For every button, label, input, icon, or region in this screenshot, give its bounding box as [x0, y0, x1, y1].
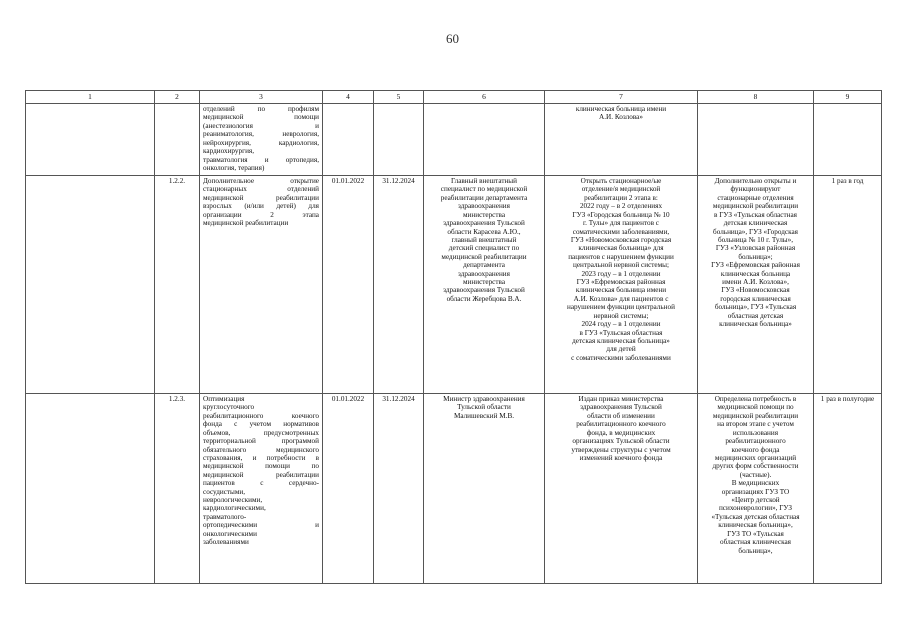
cell-text-line: Издан приказ министерства [578, 395, 664, 403]
achieved-result-cell [698, 104, 814, 176]
cell-text-line: детский специалист по [448, 244, 520, 253]
item-number-cell [155, 104, 200, 176]
cell-text-line: ГУЗ «Узловская районная [715, 244, 796, 253]
cell-text-line: клиническая больница» [719, 320, 792, 329]
cell-text-line: реаниматология, неврология, [203, 130, 319, 139]
cell-text-line: «Центр детской [731, 496, 780, 505]
header-cell: 4 [323, 91, 374, 104]
cell-text-line: Оптимизация [203, 395, 245, 403]
cell-text-line: области Карасева А.Ю., [447, 227, 521, 236]
cell-text-line: пациентов с нарушением функции [568, 252, 674, 261]
cell-text-line: областная клиническая [720, 538, 791, 547]
cell-text-line: Малишевский М.В. [453, 411, 515, 420]
cell-text-line: в ГУЗ «Тульская областная [714, 210, 797, 219]
cell-text-line: детская клиническая больница» [572, 337, 670, 346]
cell-text-line: Дополнительное открытие [203, 177, 319, 185]
cell-text-line: клиническая больница», [718, 521, 793, 530]
header-cell: 2 [155, 91, 200, 104]
cell-text-line: неврологическими, [203, 496, 263, 505]
cell-text-line: травматолого- [203, 512, 247, 521]
cell-text-line: медицинской реабилитации [203, 470, 319, 479]
cell-text-line: онкология, терапия) [203, 163, 265, 172]
cell-text-line: главный внештатный [451, 235, 517, 244]
cell-text-line: ГУЗ ТО «Тульская [727, 529, 784, 538]
item-number-cell: 1.2.3. [155, 394, 200, 584]
cell-text-line: ГУЗ «Городская больница № 10 [572, 210, 670, 219]
item-number-cell: 1.2.2. [155, 176, 200, 394]
cell-text-line: департамента [463, 261, 505, 270]
table-header-row [26, 91, 882, 104]
plan-table [25, 90, 882, 584]
cell-text-line: здравоохранения [458, 202, 510, 211]
cell-text-line: коечного фонда [731, 445, 780, 454]
expected-result-cell [545, 394, 698, 584]
page-number: 60 [446, 31, 459, 46]
cell-text-line: 2024 году – в 1 отделении [581, 320, 661, 329]
cell-text-line: для детей [606, 345, 636, 354]
expected-result-cell [545, 176, 698, 394]
cell-text-line: организациях ГУЗ ТО [721, 487, 790, 496]
cell-text-line: в ГУЗ «Тульская областная [579, 328, 663, 337]
header-cell: 1 [26, 91, 155, 104]
cell-text-line: (частные). [739, 470, 772, 479]
cell-text-line: клиническая больница [720, 269, 791, 278]
cell-text-line: фонда, в медицинских [586, 428, 656, 437]
header-cell: 5 [374, 91, 424, 104]
cell-text-line: имени А.И. Козлова», [722, 278, 789, 287]
cell-text-line: «Тульская детская областная [711, 512, 800, 521]
cell-text-line: круглосуточного [203, 403, 255, 412]
cell-text-line: объемов, предусмотренных [203, 428, 319, 437]
cell-text-line: медицинских организаций [714, 453, 797, 462]
cell-text-line: Министр здравоохранения [443, 395, 525, 403]
cell-text-line: медицинской реабилитации [203, 219, 289, 228]
event-description-cell [200, 176, 323, 394]
table-row [26, 394, 882, 584]
header-cell: 3 [200, 91, 323, 104]
header-cell: 7 [545, 91, 698, 104]
cell-text-line: 2023 году – в 1 отделении [581, 269, 661, 278]
col1-cell [26, 104, 155, 176]
event-description-cell [200, 104, 323, 176]
cell-text-line: ГУЗ «Новомосковская [721, 286, 790, 295]
cell-text-line: отделение/я медицинской [581, 185, 661, 194]
cell-text-line: территориальной программой [203, 437, 319, 446]
cell-text-line: заболеваниями [203, 538, 249, 547]
cell-text-line: кардиохирургия, [203, 147, 255, 156]
cell-text-line: организациях Тульской области [572, 437, 670, 446]
cell-text-line: министерства [462, 278, 506, 287]
cell-text-line: психоневрологии», ГУЗ [718, 504, 793, 513]
cell-text-line: здравоохранения Тульской [580, 403, 662, 412]
cell-text-line: здравоохранения Тульской [443, 286, 525, 295]
cell-text-line: страхования, и потребности в [203, 453, 319, 462]
cell-text-line: министерства [462, 210, 506, 219]
cell-text-line: Тульской области [457, 403, 511, 412]
cell-text-line: ГУЗ «Ефремовская районная [576, 278, 666, 287]
cell-text-line: ГУЗ «Новомосковская городская [570, 235, 672, 244]
cell-text-line: отделений по профилям [203, 105, 319, 113]
cell-text-line: сосудистыми, [203, 487, 246, 496]
cell-text-line: медицинской реабилитации [712, 411, 799, 420]
end-date-cell [374, 104, 424, 176]
cell-text-line: специалист по медицинской [440, 185, 528, 194]
cell-text-line: реабилитационного коечного [576, 420, 666, 429]
cell-text-line: больница», ГУЗ «Тульская [714, 303, 797, 312]
cell-text-line: больница»; [738, 252, 773, 261]
cell-text-line: г. Тулы» для пациентов с [583, 219, 659, 228]
end-date-cell: 31.12.2024 [374, 394, 424, 584]
frequency-cell [814, 104, 882, 176]
cell-text-line: больница», [738, 546, 773, 555]
cell-text-line: медицинской помощи по [203, 462, 319, 471]
cell-text-line: организации 2 этапа [203, 210, 319, 219]
achieved-result-cell [698, 176, 814, 394]
cell-text-line: клиническая больница имени [575, 105, 667, 113]
cell-text-line: онкологическими [203, 529, 257, 538]
frequency-cell: 1 раз в год [814, 176, 882, 394]
cell-text-line: медицинской реабилитации [203, 193, 319, 202]
cell-text-line: фонда с учетом нормативов [203, 420, 319, 429]
cell-text-line: взрослых (и/или детей) для [203, 202, 319, 211]
achieved-result-cell [698, 394, 814, 584]
end-date-cell: 31.12.2024 [374, 176, 424, 394]
cell-text-line: медицинской помощи по [717, 403, 794, 412]
cell-text-line: реабилитационного [725, 437, 786, 446]
cell-text-line: Дополнительно открыты и [714, 177, 797, 185]
cell-text-line: Определена потребность в [714, 395, 797, 403]
expected-result-cell [545, 104, 698, 176]
cell-text-line: медицинской помощи [203, 113, 319, 122]
col1-cell [26, 176, 155, 394]
cell-text-line: нарушением функции центральной [567, 303, 675, 312]
cell-text-line: изменений коечного фонда [579, 453, 663, 462]
cell-text-line: больница № 10 г. Тулы», [717, 235, 794, 244]
cell-text-line: здравоохранения [458, 269, 510, 278]
cell-text-line: на втором этапе с учетом [717, 420, 794, 429]
cell-text-line: обязательного медицинского [203, 445, 319, 454]
cell-text-line: городская клиническая [720, 294, 791, 303]
table-row [26, 176, 882, 394]
event-description-cell [200, 394, 323, 584]
cell-text-line: реабилитации 2 этапа в: [584, 193, 658, 202]
cell-text-line: ортопедическими и [203, 521, 319, 530]
cell-text-line: медицинской реабилитации [712, 202, 799, 211]
cell-text-line: области Жеребцова В.А. [446, 294, 522, 303]
cell-text-line: А.И. Козлова» [599, 113, 643, 122]
start-date-cell [323, 104, 374, 176]
cell-text-line: реабилитации департамента [440, 193, 528, 202]
responsible-cell [424, 176, 545, 394]
cell-text-line: детская клиническая [723, 219, 788, 228]
cell-text-line: ГУЗ «Ефремовская районная [711, 261, 800, 270]
cell-text-line: соматическими заболеваниями, [572, 227, 670, 236]
cell-text-line: утверждены структуры с учетом [571, 445, 671, 454]
cell-text-line: пациентов с сердечно- [203, 479, 319, 488]
cell-text-line: клиническая больница имени [575, 286, 667, 295]
header-cell: 8 [698, 91, 814, 104]
cell-text-line: больница», ГУЗ «Городская [713, 227, 798, 236]
col1-cell [26, 394, 155, 584]
start-date-cell: 01.01.2022 [323, 176, 374, 394]
start-date-cell: 01.01.2022 [323, 394, 374, 584]
table-row [26, 104, 882, 176]
cell-text-line: использования [732, 428, 779, 437]
cell-text-line: с соматическими заболеваниями [571, 353, 671, 362]
cell-text-line: областная детская [727, 311, 784, 320]
responsible-cell [424, 104, 545, 176]
cell-text-line: В медицинских [731, 479, 780, 488]
cell-text-line: 2022 году – в 2 отделениях [579, 202, 663, 211]
frequency-cell: 1 раз в полугодие [814, 394, 882, 584]
cell-text-line: области об изменении [587, 411, 655, 420]
cell-text-line: кардиологическими, [203, 504, 266, 513]
cell-text-line: А.И. Козлова» для пациентов с [573, 294, 669, 303]
cell-text-line: нервной системы; [593, 311, 649, 320]
cell-text-line: (анестезиология и [203, 121, 319, 130]
cell-text-line: других форм собственности [712, 462, 799, 471]
cell-text-line: нейрохирургия, кардиология, [203, 138, 319, 147]
cell-text-line: клиническая больница» для [578, 244, 664, 253]
cell-text-line: Открыть стационарное/ые [580, 177, 662, 185]
cell-text-line: стационарных отделений [203, 185, 319, 194]
cell-text-line: стационарные отделения [717, 193, 794, 202]
header-cell: 6 [424, 91, 545, 104]
cell-text-line: реабилитационного коечного [203, 411, 319, 420]
cell-text-line: центральной нервной системы; [573, 261, 669, 270]
cell-text-line: травматология и ортопедия, [203, 155, 319, 164]
cell-text-line: медицинской реабилитации [441, 252, 527, 261]
cell-text-line: Главный внештатный [451, 177, 517, 185]
header-cell: 9 [814, 91, 882, 104]
cell-text-line: функционируют [730, 185, 781, 194]
cell-text-line: здравоохранения Тульской [443, 219, 525, 228]
responsible-cell [424, 394, 545, 584]
